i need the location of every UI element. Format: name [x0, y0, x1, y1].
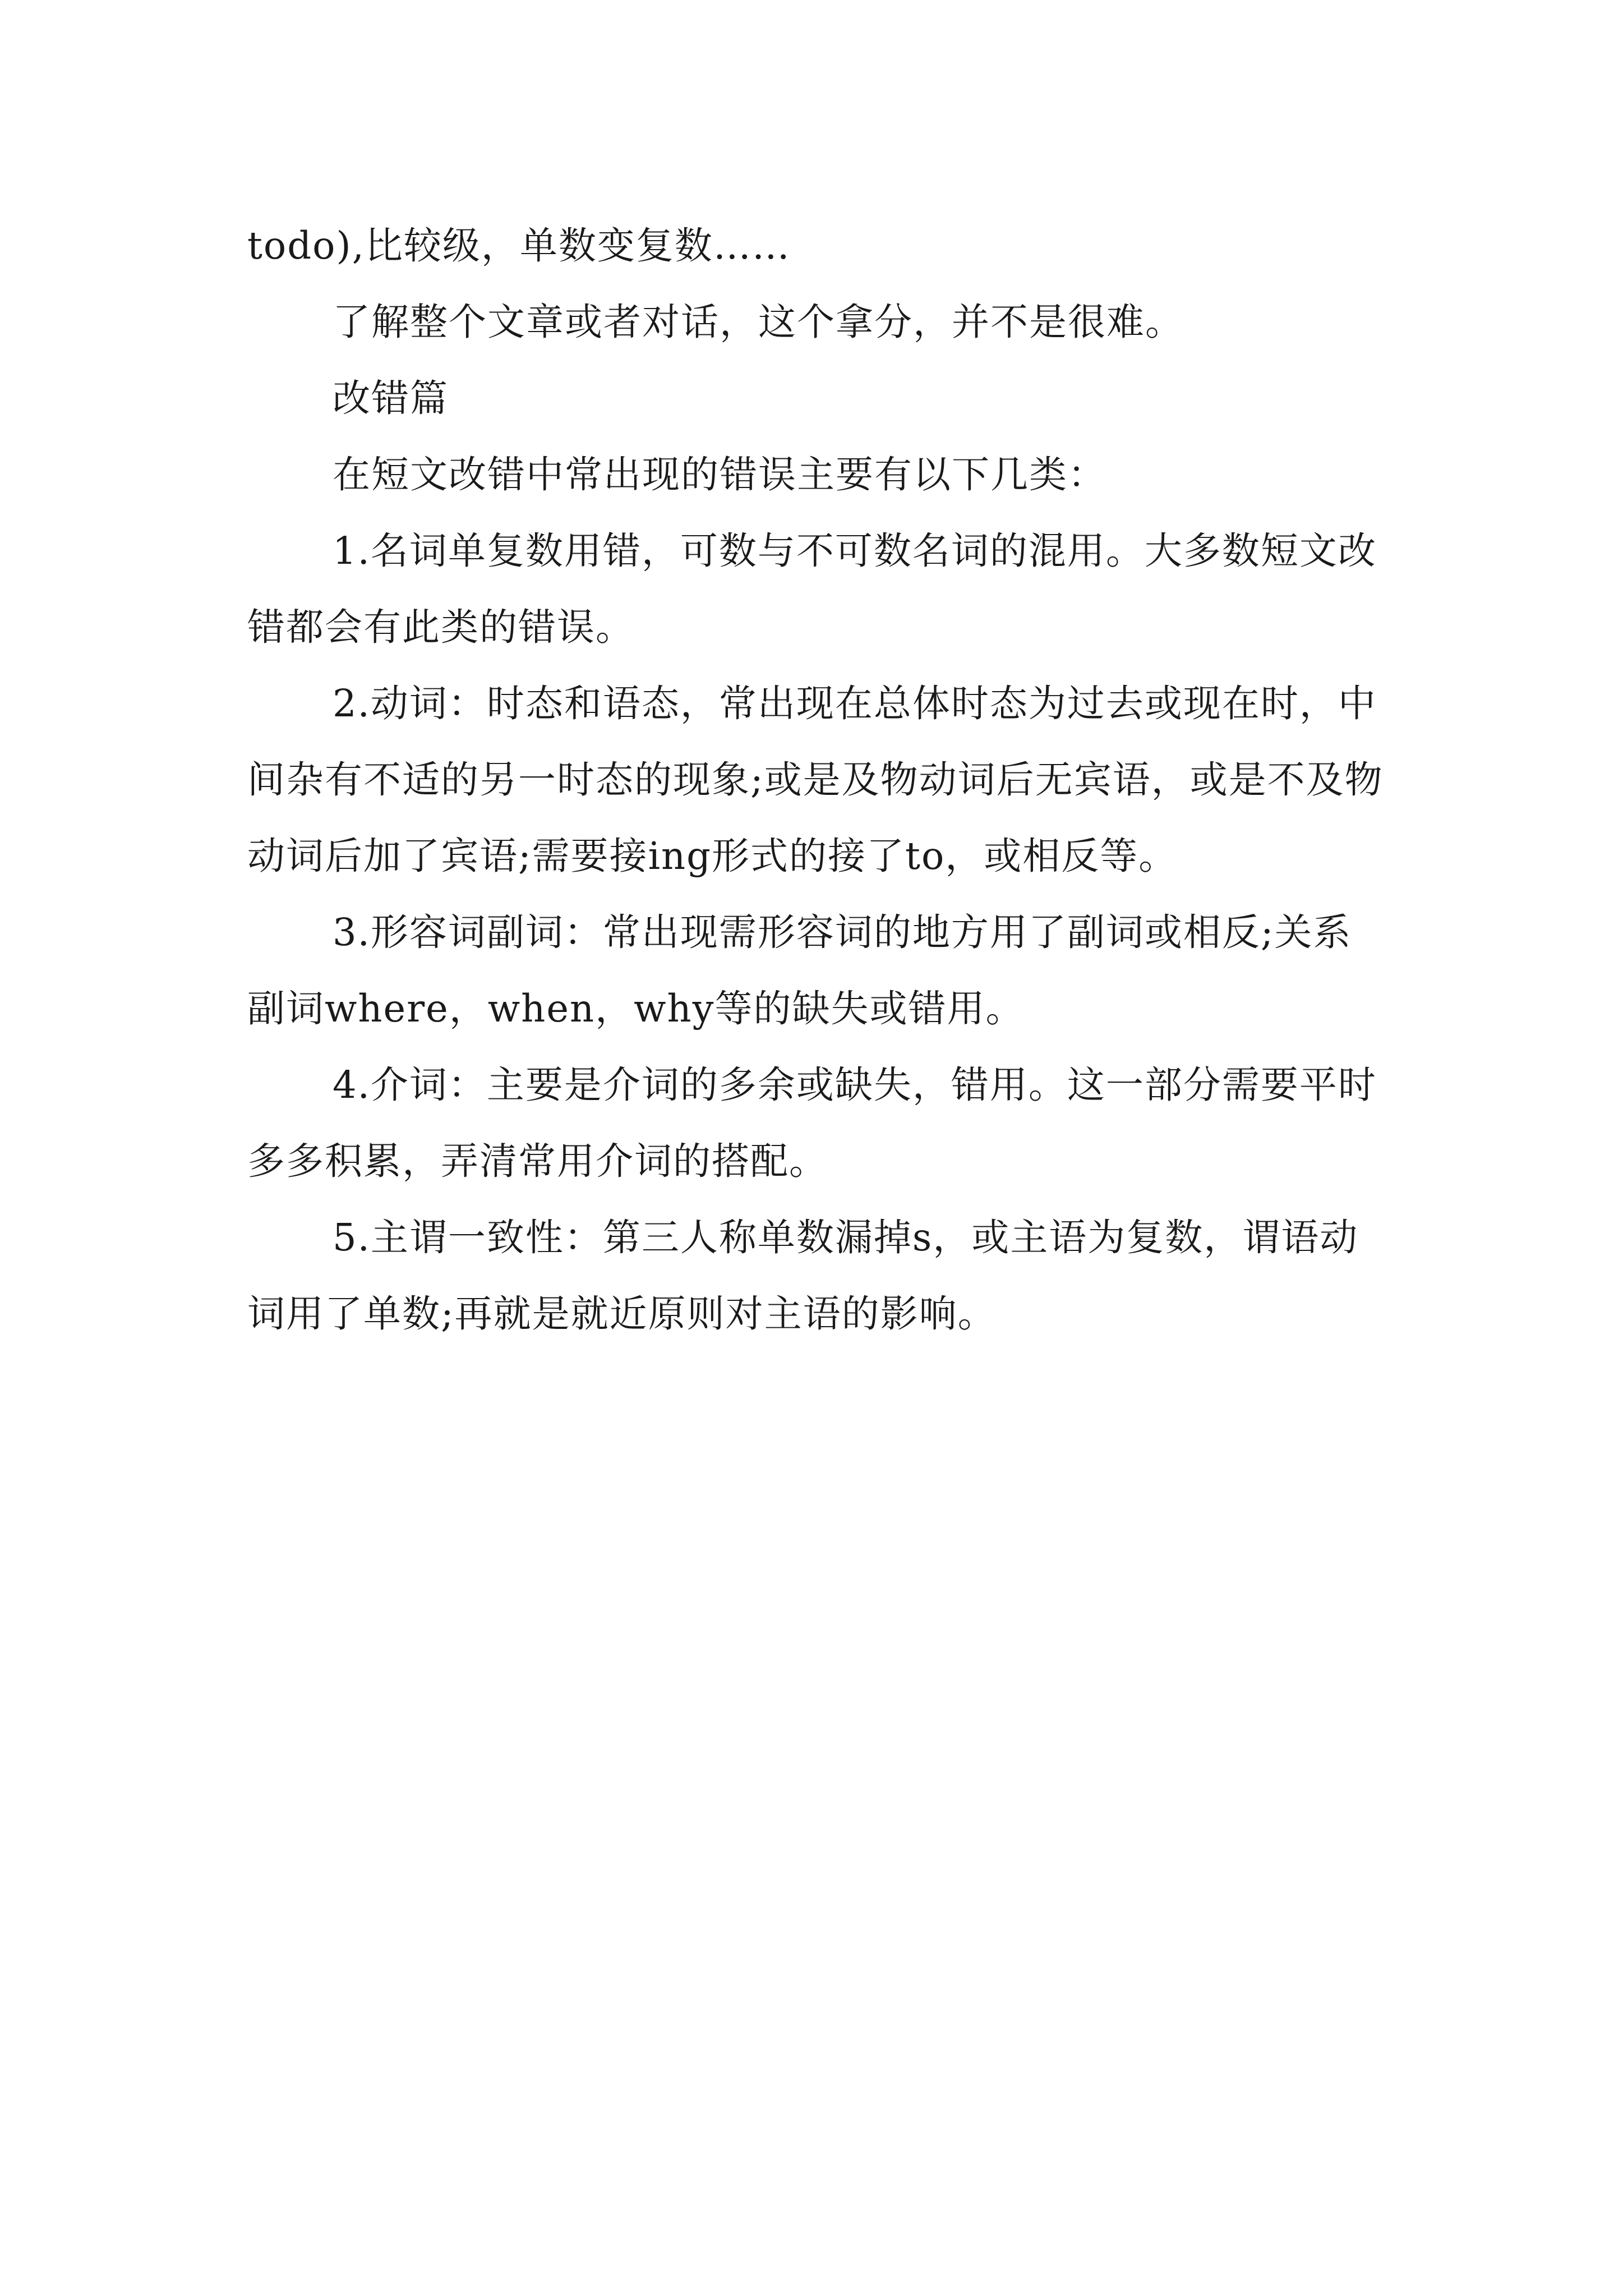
list-item-subject-verb-agreement: 5.主谓一致性：第三人称单数漏掉s，或主语为复数，谓语动词用了单数;再就是就近原则对主语的影响。 — [247, 1216, 1359, 1336]
list-item-nouns: 1.名词单复数用错，可数与不可数名词的混用。大多数短文改错都会有此类的错误。 — [247, 529, 1377, 649]
paragraph-summary: 了解整个文章或者对话，这个拿分，并不是很难。 — [333, 300, 1184, 344]
list-item-prepositions: 4.介词：主要是介词的多余或缺失，错用。这一部分需要平时多多积累，弄清常用介词的搭配。 — [247, 1063, 1377, 1183]
document-body — [247, 208, 1386, 1352]
section-heading-error-correction: 改错篇 — [333, 376, 449, 420]
paragraph-intro: 在短文改错中常出现的错误主要有以下几类： — [333, 453, 1106, 496]
list-item-verbs: 2.动词：时态和语态，常出现在总体时态为过去或现在时，中间杂有不适的另一时态的现象;或是及物动词后无宾语，或是不及物动词后加了宾语;需要接ing形式的接了to，或相反等。 — [247, 682, 1384, 878]
paragraph-continuation: todo),比较级，单数变复数…… — [247, 224, 791, 268]
list-item-adjectives-adverbs: 3.形容词副词：常出现需形容词的地方用了副词或相反;关系副词where，when，why等的缺失或错用。 — [247, 910, 1352, 1030]
